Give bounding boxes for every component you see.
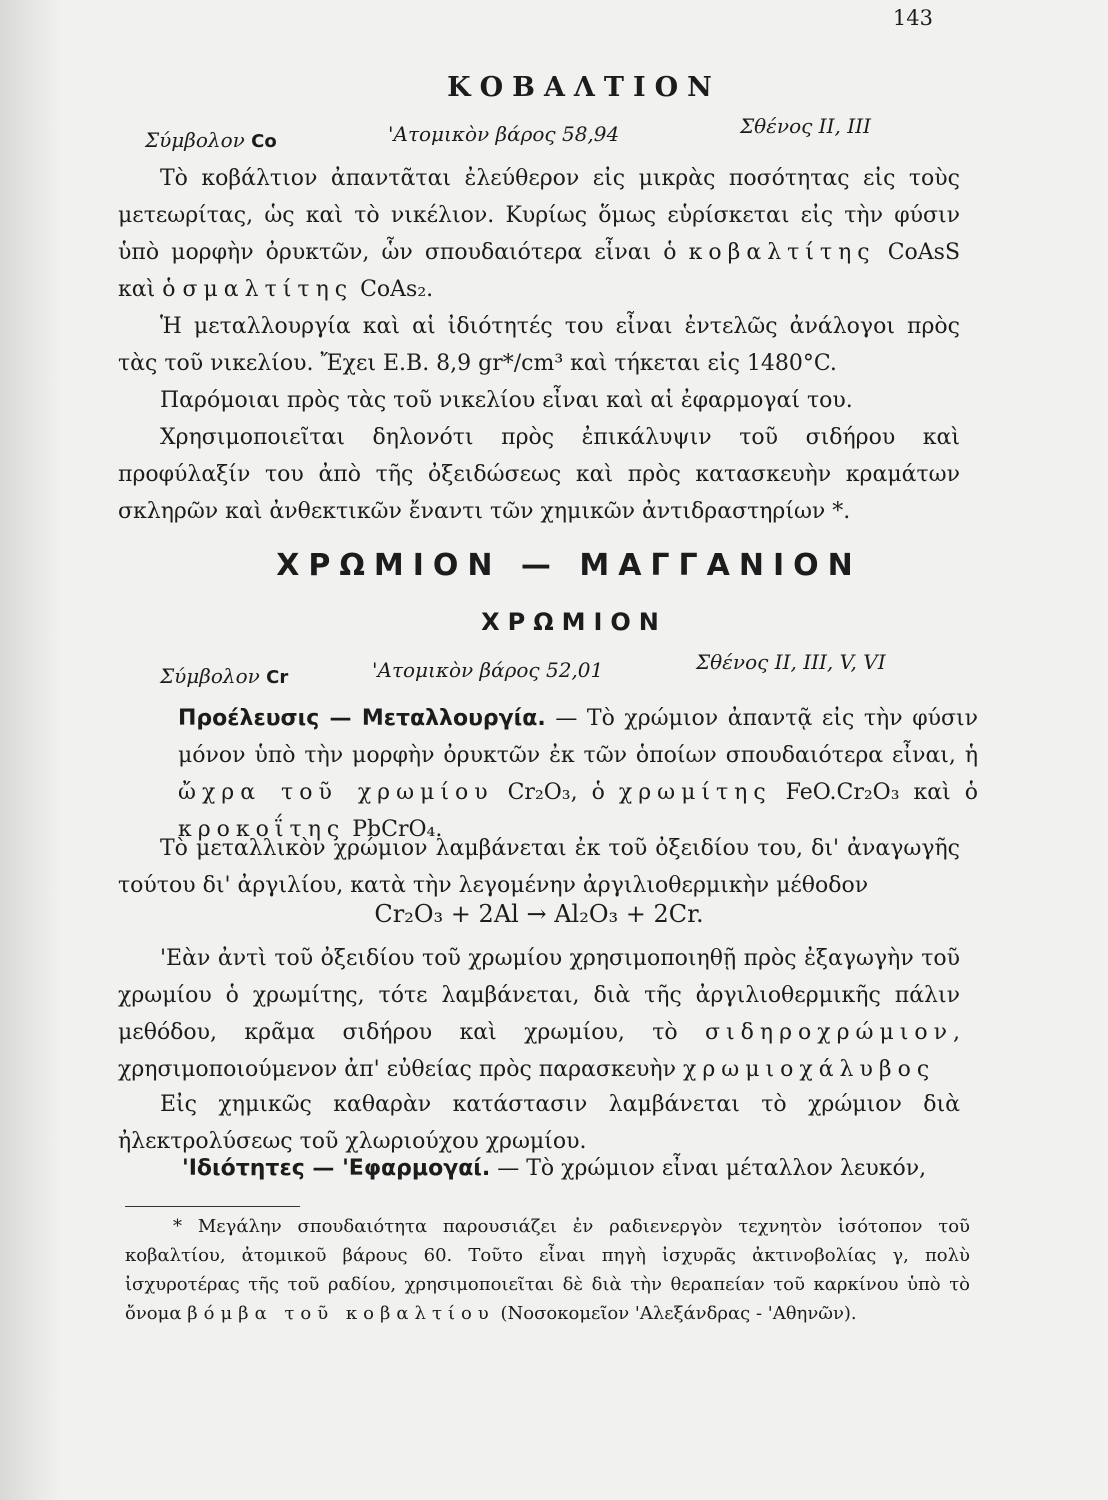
cobalt-paragraph-applications: Παρόμοιαι πρὸς τὰς τοῦ νικελίου εἶναι καὶ αἱ ἐφαρμογαί του. [160,388,853,413]
footnote-text-a: * Μεγάλην σπουδαιότητα παρουσιάζει ἐν ραδιενεργὸν τεχνητὸν ἰσότοπον τοῦ κοβαλτίου, ἀτομικοῦ βάρους 60. Τοῦτο εἶναι πηγὴ ἰσχυρᾶς ἀκτινοβολίας γ, πολὺ ἰσχυροτέρας τῆς τοῦ ραδίου, χρησιμοποιεῖται δὲ διὰ τὴν θεραπείαν τοῦ καρκίνου ὑπὸ τὸ ὄνομα [125,1216,970,1324]
term-ferrochrome: σιδηροχρώμιον [705,1020,953,1045]
chromium-p1-text-a: — Τὸ χρώμιον ἀπαντᾷ εἰς τὴν φύσιν μόνον ὑπὸ τὴν μορφὴν ὀρυκτῶν ἐκ τῶν ὁποίων σπουδαιότερα εἶναι, ἡ [178,706,978,768]
cobalt-paragraph-occurrence [118,160,960,308]
footnote-divider [125,1206,300,1207]
chromium-atomic-weight: 'Ατομικὸν βάρος 52,01 [372,658,604,682]
cobalt-symbol-value: Co [251,131,277,152]
footnote-cobalt-bomb: βόμβα τοῦ κοβαλτίου [187,1303,495,1324]
mineral-chromite: χρωμίτης [618,780,772,805]
footnote [125,1212,970,1328]
chromium-p1-text-d: PbCrO₄. [352,817,443,842]
chromium-symbol-value: Cr [266,667,289,688]
chromium-p1-text-c: FeO.Cr₂O₃ καὶ ὁ [785,780,978,805]
chromium-paragraph-properties [118,1150,978,1187]
cobalt-paragraph-uses: Χρησιμοποιεῖται δηλονότι πρὸς ἐπικάλυψιν τοῦ σιδήρου καὶ προφύλαξίν του ἀπὸ τῆς ὀξειδώσεως καὶ πρὸς κατασκευὴν κραμάτων σκληρῶν καὶ ἀνθεκτικῶν ἔναντι τῶν χημικῶν ἀντιδραστηρίων *. [118,425,960,524]
chromium-valence: Σθένος II, III, V, VI [696,650,886,674]
chromium-paragraph-ferrochrome [118,940,960,1088]
page-number: 143 [892,6,933,30]
chromium-paragraph-electrolysis: Εἰς χημικῶς καθαρὰν κατάστασιν λαμβάνεται τὸ χρώμιον διὰ ἠλεκτρολύσεως τοῦ χλωριούχου χρωμίου. [118,1092,960,1154]
cobalt-p1-text-c: CoAs₂. [360,277,434,302]
chromium-p3-text-a: 'Εὰν ἀντὶ τοῦ ὀξειδίου τοῦ χρωμίου χρησιμοποιηθῇ πρὸς ἐξαγωγὴν τοῦ χρωμίου ὁ χρωμίτης, τότε λαμβάνεται, διὰ τῆς ἀργιλιοθερμικῆς πάλιν μεθόδου, κρᾶμα σιδήρου καὶ χρωμίου, τὸ [118,946,960,1045]
cobalt-symbol [145,128,277,152]
chromium-symbol-label: Σύμβολον [160,664,260,688]
page-edge-shadow [0,0,60,1500]
cobalt-valence: Σθένος II, III [740,114,871,138]
chromium-paragraph-production: Τὸ μεταλλικὸν χρώμιον λαμβάνεται ἐκ τοῦ ὀξειδίου του, δι' ἀναγωγῆς τούτου δι' ἀργιλίου, κατὰ τὴν λεγομένην ἀργιλιοθερμικὴν μέθοδον [118,836,960,898]
chromium-p1-text-b: Cr₂O₃, ὁ [507,780,605,805]
chromium-p5-text: — Τὸ χρώμιον εἶναι μέταλλον λευκόν, [497,1156,927,1181]
chromium-p3-text-b: , χρησιμοποιούμενον ἀπ' εὐθείας πρὸς παρασκευὴν [118,1020,960,1082]
term-chrome-steel: χρωμιοχάλυβος [682,1057,936,1082]
section-title: ΧΡΩΜΙΟΝ — ΜΑΓΓΑΝΙΟΝ [276,548,862,583]
cobalt-title: ΚΟΒΑΛΤΙΟΝ [447,72,721,103]
chromium-paragraph-origin [118,700,978,848]
cobalt-p1-text-a: Τὸ κοβάλτιον ἀπαντᾶται ἐλεύθερον εἰς μικρὰς ποσότητας εἰς τοὺς μετεωρίτας, ὡς καὶ τὸ νικέλιον. Κυρίως ὅμως εὑρίσκεται εἰς τὴν φύσιν ὑπὸ μορφὴν ὀρυκτῶν, ὧν σπουδαιότερα εἶναι ὁ [118,166,960,265]
cobalt-symbol-label: Σύμβολον [145,128,245,152]
footnote-text-b: (Νοσοκομεῖον 'Αλεξάνδρας - 'Αθηνῶν). [500,1303,857,1324]
mineral-crocoite: κροκοΐτης [178,817,346,842]
mineral-smaltite: σμαλτίτης [182,277,354,302]
cobalt-atomic-weight: 'Ατομικὸν βάρος 58,94 [388,122,620,146]
heading-properties-applications: 'Ιδιότητες — 'Εφαρμογαί. [182,1156,491,1181]
mineral-chrome-ochre: ὤχρα τοῦ χρωμίου [178,780,494,805]
cobalt-paragraph-metallurgy: Ἡ μεταλλουργία καὶ αἱ ἰδιότητές του εἶναι ἐντελῶς ἀνάλογοι πρὸς τὰς τοῦ νικελίου. Ἔχει Ε.Β. 8,9 gr*/cm³ καὶ τήκεται εἰς 1480°C. [118,314,960,376]
cobalt-p1-text-b: CoAsS καὶ ὁ [118,240,961,302]
mineral-cobaltite: κοβαλτίτης [688,240,876,265]
chromium-title: ΧΡΩΜΙΟΝ [481,608,667,636]
aluminothermic-equation: Cr₂O₃ + 2Al → Al₂O₃ + 2Cr. [374,900,704,928]
chromium-symbol [160,664,288,688]
heading-origin-metallurgy: Προέλευσις — Μεταλλουργία. [178,706,546,731]
